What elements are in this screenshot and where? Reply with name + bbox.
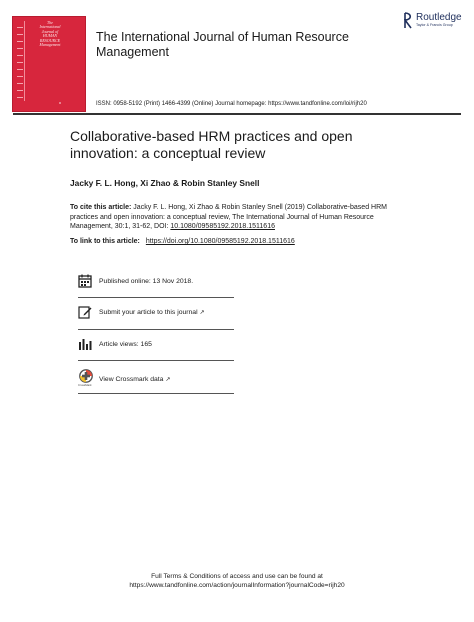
terms-text: Full Terms & Conditions of access and use can be found at [151,573,323,580]
cover-title-line: HUMAN [42,33,58,39]
meta-divider [78,329,234,330]
cover-title [28,21,72,47]
bar-chart-icon [78,337,92,351]
article-authors: Jacky F. L. Hong, Xi Zhao & Robin Stanley Snell [70,178,260,188]
publisher-tagline: Taylor & Francis Group [416,23,453,27]
publisher-logo[interactable] [404,12,462,29]
article-title: Collaborative-based HRM practices and open innovation: a conceptual review [70,128,353,161]
article-views-text: Article views: 165 [99,340,152,348]
cover-title-line: RESOURCE [39,37,61,43]
citation-block [70,203,410,232]
journal-title: The International Journal of Human Resource Management [96,30,349,59]
cover-stripe [16,21,25,101]
cover-title-line: The [47,20,53,25]
terms-url-link[interactable]: https://www.tandfonline.com/action/journalInformation?journalCode=rijh20 [129,582,345,589]
citation-text: Jacky F. L. Hong, Xi Zhao & Robin Stanley Snell (2019) Collaborative-based HRM practices and open innovation: a conceptual review, The International Journal of Human Resource Management, 30:1, 31-62, DOI: [70,204,387,231]
published-online-row [78,274,193,288]
published-online-text: Published online: 13 Nov 2018. [99,277,194,285]
routledge-logo-icon [404,12,413,29]
crossmark-badge-label: CrossMark [78,383,92,387]
issn-homepage-line[interactable]: ISSN: 0958-5192 (Print) 1466-4399 (Online) Journal homepage: https://www.tandfonline.com/loi/rijh20 [96,101,367,107]
cover-title-line: Management [39,42,61,48]
publisher-name: Routledge [416,12,462,23]
journal-cover-image [13,17,85,111]
meta-divider [78,393,234,394]
cover-title-line: International [39,24,61,30]
crossmark-link[interactable]: View Crossmark data [99,375,164,383]
article-doi-url[interactable]: https://doi.org/10.1080/09585192.2018.1511616 [145,238,295,245]
external-link-icon: ↗ [165,376,171,383]
submit-article-row[interactable] [78,305,205,319]
cover-publisher-mark: R [59,101,62,105]
crossmark-icon [78,369,94,389]
meta-divider [78,297,234,298]
link-label: To link to this article: [70,238,140,245]
header-divider [13,113,461,115]
submit-article-link[interactable]: Submit your article to this journal [99,308,198,316]
crossmark-row[interactable] [78,369,171,389]
article-link-line [70,238,295,245]
edit-icon [78,305,92,319]
terms-footer [0,572,474,590]
meta-divider [78,360,234,361]
external-link-icon: ↗ [199,309,205,316]
calendar-icon [78,274,92,288]
article-views-row [78,337,152,351]
citation-doi-link[interactable]: 10.1080/09585192.2018.1511616 [170,223,275,231]
citation-label: To cite this article: [70,204,132,211]
cover-title-line: Journal of [41,28,59,34]
